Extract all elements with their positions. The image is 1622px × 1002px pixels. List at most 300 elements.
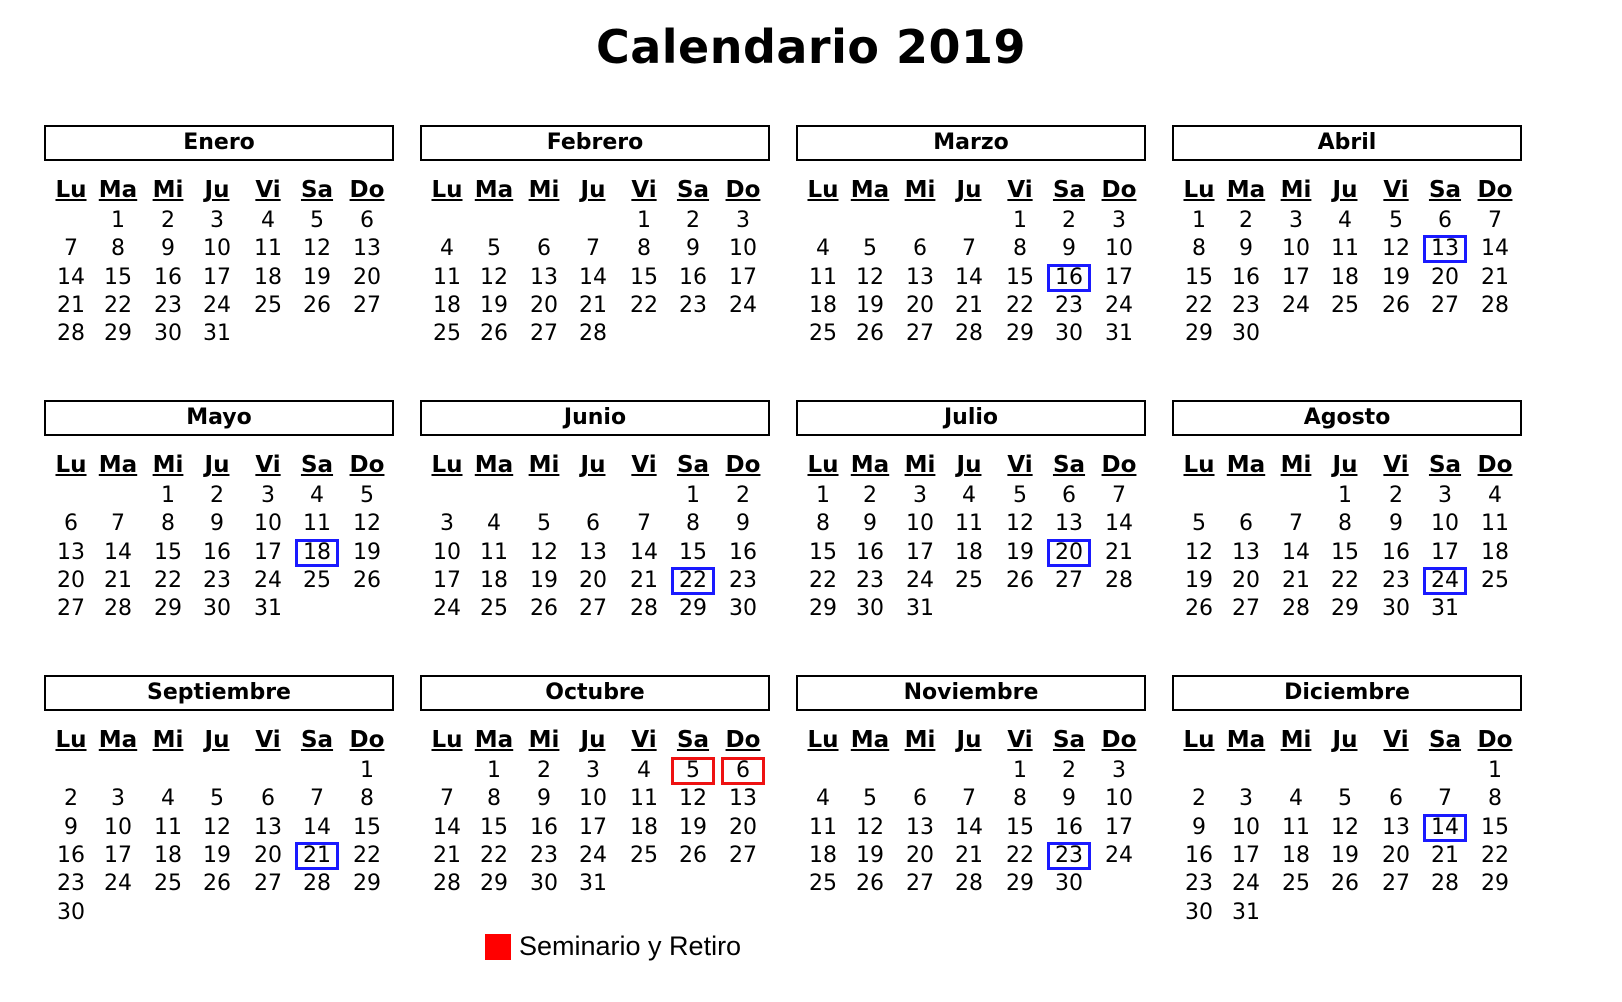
day-cell: 20: [353, 264, 381, 290]
day-cell: 30: [530, 871, 558, 897]
month-febrero: [420, 125, 770, 347]
day-cell: 26: [856, 871, 884, 897]
day-cell: 2: [1389, 483, 1403, 508]
day-cell: 13: [1382, 814, 1410, 840]
day-cell: 20: [1232, 567, 1260, 593]
day-cell: 14: [57, 264, 85, 290]
weekday-label: Vi: [255, 452, 281, 478]
day-cell: 23: [729, 567, 757, 593]
day-cell: 6: [1062, 483, 1076, 508]
day-cell: 3: [261, 483, 275, 508]
weekday-row: [420, 450, 770, 480]
day-cell: 11: [1481, 511, 1509, 537]
day-cell: 30: [57, 899, 85, 925]
day-cell: 5: [671, 757, 715, 785]
day-cell: 4: [962, 483, 976, 508]
day-cell: 11: [1331, 236, 1359, 262]
day-cell: 23: [1047, 842, 1091, 870]
day-cell: 30: [729, 596, 757, 622]
day-cell: 5: [1013, 483, 1027, 508]
page-title: Calendario 2019: [595, 20, 1027, 74]
day-cell: 24: [203, 292, 231, 318]
legend-label: Seminario y Retiro: [519, 931, 742, 961]
month-header: Febrero: [420, 125, 770, 161]
day-cell: 31: [579, 871, 607, 897]
day-cell: 28: [433, 871, 461, 897]
weekday-label: Vi: [1007, 452, 1033, 478]
day-cell: 20: [530, 292, 558, 318]
month-header: Junio: [420, 400, 770, 436]
weekday-label: Ma: [474, 177, 514, 203]
day-cell: 26: [1331, 871, 1359, 897]
weekday-label: Sa: [1428, 727, 1462, 753]
day-cell: 22: [104, 292, 132, 318]
weekday-label: Do: [725, 177, 761, 203]
weekday-label: Mi: [904, 177, 936, 203]
day-cell: 2: [736, 483, 750, 508]
day-cell: 19: [679, 814, 707, 840]
day-cell: 16: [530, 814, 558, 840]
day-cell: 25: [809, 321, 837, 347]
day-cell: 7: [111, 511, 125, 537]
day-cell: 12: [303, 236, 331, 262]
weekday-label: Vi: [1007, 727, 1033, 753]
day-cell: 28: [1282, 596, 1310, 622]
weekday-label: Sa: [1052, 177, 1086, 203]
day-cell: 12: [1006, 511, 1034, 537]
day-cell: 22: [154, 567, 182, 593]
weekday-label: Sa: [1052, 452, 1086, 478]
day-cell: 30: [203, 596, 231, 622]
day-cell: 1: [111, 208, 125, 233]
weekday-label: Do: [1101, 452, 1137, 478]
day-cell: 26: [1382, 292, 1410, 318]
day-cell: 25: [1481, 567, 1509, 593]
weekday-label: Ju: [580, 727, 606, 753]
day-cell: 13: [57, 539, 85, 565]
day-cell: 28: [579, 321, 607, 347]
weekday-label: Do: [1477, 452, 1513, 478]
day-grid: [420, 482, 770, 652]
day-cell: 8: [487, 786, 501, 812]
day-cell: 7: [1112, 483, 1126, 508]
day-cell: 11: [433, 264, 461, 290]
day-cell: 6: [261, 786, 275, 812]
day-cell: 27: [530, 321, 558, 347]
day-cell: 25: [303, 567, 331, 593]
month-header: Diciembre: [1172, 675, 1522, 711]
weekday-label: Sa: [1052, 727, 1086, 753]
day-cell: 19: [530, 567, 558, 593]
day-cell: 3: [1239, 786, 1253, 812]
day-cell: 8: [1192, 236, 1206, 262]
day-cell: 21: [1431, 842, 1459, 868]
day-cell: 16: [1055, 814, 1083, 840]
weekday-label: Do: [1101, 727, 1137, 753]
day-cell: 24: [1105, 842, 1133, 868]
day-cell: 12: [353, 511, 381, 537]
day-cell: 15: [630, 264, 658, 290]
month-mayo: [44, 400, 394, 622]
day-cell: 17: [906, 539, 934, 565]
day-cell: 17: [104, 842, 132, 868]
day-cell: 2: [1062, 208, 1076, 233]
weekday-row: [796, 725, 1146, 755]
day-cell: 6: [64, 511, 78, 537]
day-cell: 8: [816, 511, 830, 537]
day-cell: 26: [203, 871, 231, 897]
day-cell: 11: [1282, 814, 1310, 840]
weekday-label: Ju: [956, 452, 982, 478]
day-cell: 12: [203, 814, 231, 840]
day-cell: 17: [1431, 539, 1459, 565]
month-agosto: [1172, 400, 1522, 622]
weekday-label: Ma: [1226, 177, 1266, 203]
day-cell: 9: [537, 786, 551, 812]
day-cell: 31: [906, 596, 934, 622]
day-cell: 22: [1481, 842, 1509, 868]
day-cell: 4: [637, 758, 651, 783]
day-cell: 22: [1006, 292, 1034, 318]
day-cell: 18: [295, 539, 339, 567]
day-cell: 30: [1382, 596, 1410, 622]
day-cell: 29: [1006, 871, 1034, 897]
day-cell: 31: [1105, 321, 1133, 347]
day-cell: 27: [1055, 567, 1083, 593]
day-cell: 26: [1006, 567, 1034, 593]
day-cell: 22: [1331, 567, 1359, 593]
day-cell: 17: [1105, 264, 1133, 290]
day-cell: 15: [1481, 814, 1509, 840]
day-cell: 10: [1282, 236, 1310, 262]
weekday-label: Vi: [631, 452, 657, 478]
day-cell: 4: [261, 208, 275, 233]
day-cell: 24: [1232, 871, 1260, 897]
day-cell: 19: [856, 292, 884, 318]
month-header: Abril: [1172, 125, 1522, 161]
day-cell: 14: [104, 539, 132, 565]
day-cell: 3: [210, 208, 224, 233]
weekday-row: [44, 725, 394, 755]
weekday-label: Ju: [580, 177, 606, 203]
day-cell: 1: [1192, 208, 1206, 233]
weekday-row: [796, 450, 1146, 480]
day-cell: 16: [679, 264, 707, 290]
month-marzo: [796, 125, 1146, 347]
month-diciembre: [1172, 675, 1522, 925]
day-cell: 29: [353, 871, 381, 897]
day-cell: 10: [579, 786, 607, 812]
day-cell: 8: [637, 236, 651, 262]
weekday-label: Lu: [807, 177, 839, 203]
day-cell: 14: [579, 264, 607, 290]
day-cell: 9: [863, 511, 877, 537]
weekday-label: Ju: [1332, 727, 1358, 753]
day-cell: 13: [906, 814, 934, 840]
day-cell: 29: [104, 321, 132, 347]
day-cell: 1: [686, 483, 700, 508]
day-cell: 11: [955, 511, 983, 537]
day-cell: 2: [1062, 758, 1076, 783]
day-cell: 13: [353, 236, 381, 262]
day-cell: 28: [955, 871, 983, 897]
weekday-row: [796, 175, 1146, 205]
day-cell: 28: [1431, 871, 1459, 897]
day-cell: 20: [906, 292, 934, 318]
day-cell: 18: [630, 814, 658, 840]
day-cell: 30: [154, 321, 182, 347]
day-cell: 3: [1289, 208, 1303, 233]
weekday-label: Vi: [1383, 177, 1409, 203]
day-cell: 21: [57, 292, 85, 318]
weekday-label: Mi: [904, 452, 936, 478]
weekday-label: Sa: [676, 727, 710, 753]
day-cell: 5: [360, 483, 374, 508]
day-cell: 20: [254, 842, 282, 868]
weekday-label: Ma: [850, 452, 890, 478]
day-cell: 23: [1382, 567, 1410, 593]
day-cell: 14: [1423, 814, 1467, 842]
day-cell: 27: [1382, 871, 1410, 897]
day-cell: 8: [686, 511, 700, 537]
weekday-label: Do: [349, 727, 385, 753]
day-cell: 17: [203, 264, 231, 290]
day-cell: 15: [353, 814, 381, 840]
day-cell: 4: [816, 786, 830, 812]
weekday-label: Lu: [431, 452, 463, 478]
day-grid: [420, 757, 770, 927]
day-cell: 29: [1185, 321, 1213, 347]
day-cell: 5: [1338, 786, 1352, 812]
weekday-label: Ma: [98, 177, 138, 203]
day-cell: 8: [161, 511, 175, 537]
day-cell: 27: [254, 871, 282, 897]
day-cell: 14: [303, 814, 331, 840]
day-cell: 31: [1431, 596, 1459, 622]
day-cell: 20: [729, 814, 757, 840]
day-cell: 29: [809, 596, 837, 622]
day-cell: 11: [480, 539, 508, 565]
day-cell: 22: [1185, 292, 1213, 318]
day-cell: 20: [57, 567, 85, 593]
day-grid: [44, 207, 394, 377]
day-cell: 10: [1431, 511, 1459, 537]
day-cell: 11: [809, 264, 837, 290]
day-cell: 3: [1438, 483, 1452, 508]
day-cell: 28: [57, 321, 85, 347]
day-cell: 31: [254, 596, 282, 622]
day-cell: 1: [637, 208, 651, 233]
day-grid: [44, 757, 394, 927]
day-cell: 23: [679, 292, 707, 318]
day-cell: 5: [863, 786, 877, 812]
month-abril: [1172, 125, 1522, 347]
day-cell: 27: [353, 292, 381, 318]
day-cell: 23: [57, 871, 85, 897]
day-cell: 20: [579, 567, 607, 593]
day-cell: 9: [736, 511, 750, 537]
day-cell: 15: [809, 539, 837, 565]
day-cell: 29: [154, 596, 182, 622]
day-grid: [796, 207, 1146, 377]
day-cell: 3: [440, 511, 454, 537]
day-cell: 19: [1006, 539, 1034, 565]
day-cell: 16: [154, 264, 182, 290]
weekday-label: Ju: [204, 727, 230, 753]
weekday-label: Mi: [152, 452, 184, 478]
weekday-label: Sa: [300, 177, 334, 203]
day-cell: 10: [433, 539, 461, 565]
day-cell: 29: [1006, 321, 1034, 347]
day-cell: 6: [1239, 511, 1253, 537]
day-cell: 7: [962, 786, 976, 812]
day-grid: [1172, 207, 1522, 377]
weekday-label: Ma: [850, 727, 890, 753]
day-cell: 16: [57, 842, 85, 868]
day-cell: 25: [254, 292, 282, 318]
day-cell: 28: [104, 596, 132, 622]
day-cell: 3: [913, 483, 927, 508]
month-header: Enero: [44, 125, 394, 161]
weekday-label: Ju: [204, 177, 230, 203]
day-cell: 16: [1382, 539, 1410, 565]
day-cell: 13: [1055, 511, 1083, 537]
day-cell: 29: [679, 596, 707, 622]
day-cell: 12: [856, 814, 884, 840]
day-cell: 6: [913, 786, 927, 812]
day-cell: 3: [1112, 208, 1126, 233]
weekday-row: [420, 725, 770, 755]
day-cell: 13: [530, 264, 558, 290]
day-cell: 2: [161, 208, 175, 233]
month-julio: [796, 400, 1146, 622]
day-grid: [420, 207, 770, 377]
day-cell: 25: [433, 321, 461, 347]
day-cell: 2: [1192, 786, 1206, 812]
day-cell: 16: [1185, 842, 1213, 868]
day-cell: 27: [1232, 596, 1260, 622]
weekday-label: Lu: [55, 727, 87, 753]
day-cell: 2: [863, 483, 877, 508]
month-header: Mayo: [44, 400, 394, 436]
day-cell: 6: [360, 208, 374, 233]
weekday-label: Vi: [631, 727, 657, 753]
day-cell: 18: [1331, 264, 1359, 290]
day-cell: 23: [1055, 292, 1083, 318]
weekday-label: Mi: [1280, 452, 1312, 478]
day-cell: 3: [586, 758, 600, 783]
day-cell: 8: [1338, 511, 1352, 537]
legend-swatch: [485, 934, 511, 960]
day-cell: 6: [1389, 786, 1403, 812]
weekday-label: Mi: [152, 177, 184, 203]
day-cell: 9: [64, 814, 78, 840]
day-cell: 10: [906, 511, 934, 537]
weekday-label: Sa: [676, 177, 710, 203]
weekday-label: Vi: [1383, 452, 1409, 478]
day-cell: 5: [310, 208, 324, 233]
weekday-label: Do: [725, 452, 761, 478]
day-cell: 14: [433, 814, 461, 840]
day-cell: 14: [1105, 511, 1133, 537]
weekday-label: Mi: [1280, 727, 1312, 753]
day-cell: 22: [480, 842, 508, 868]
day-cell: 16: [856, 539, 884, 565]
weekday-label: Lu: [807, 727, 839, 753]
day-cell: 20: [1431, 264, 1459, 290]
day-cell: 24: [1423, 567, 1467, 595]
day-cell: 21: [1282, 567, 1310, 593]
day-cell: 7: [1488, 208, 1502, 233]
day-cell: 8: [111, 236, 125, 262]
day-grid: [44, 482, 394, 652]
day-cell: 19: [1185, 567, 1213, 593]
day-cell: 8: [1013, 786, 1027, 812]
day-cell: 6: [1438, 208, 1452, 233]
weekday-label: Ju: [580, 452, 606, 478]
day-cell: 2: [686, 208, 700, 233]
weekday-label: Ma: [98, 452, 138, 478]
day-cell: 9: [210, 511, 224, 537]
day-cell: 24: [1105, 292, 1133, 318]
day-cell: 12: [1331, 814, 1359, 840]
day-cell: 1: [1338, 483, 1352, 508]
day-cell: 10: [254, 511, 282, 537]
day-cell: 26: [856, 321, 884, 347]
day-cell: 4: [1289, 786, 1303, 812]
day-cell: 17: [579, 814, 607, 840]
weekday-row: [1172, 450, 1522, 480]
day-cell: 18: [1282, 842, 1310, 868]
day-cell: 9: [161, 236, 175, 262]
weekday-label: Ju: [204, 452, 230, 478]
day-cell: 5: [1389, 208, 1403, 233]
day-cell: 23: [856, 567, 884, 593]
day-cell: 22: [353, 842, 381, 868]
day-cell: 7: [440, 786, 454, 812]
day-cell: 16: [203, 539, 231, 565]
day-cell: 18: [480, 567, 508, 593]
weekday-row: [1172, 175, 1522, 205]
weekday-label: Vi: [631, 177, 657, 203]
day-cell: 26: [480, 321, 508, 347]
day-cell: 24: [433, 596, 461, 622]
day-cell: 18: [433, 292, 461, 318]
day-cell: 4: [1488, 483, 1502, 508]
day-cell: 19: [353, 539, 381, 565]
weekday-label: Sa: [300, 452, 334, 478]
day-cell: 21: [104, 567, 132, 593]
day-cell: 4: [816, 236, 830, 262]
day-cell: 7: [962, 236, 976, 262]
weekday-label: Lu: [1183, 452, 1215, 478]
weekday-label: Lu: [55, 177, 87, 203]
day-cell: 25: [154, 871, 182, 897]
day-cell: 29: [1331, 596, 1359, 622]
day-cell: 15: [1006, 814, 1034, 840]
day-cell: 8: [1013, 236, 1027, 262]
day-cell: 8: [1488, 786, 1502, 812]
day-cell: 2: [537, 758, 551, 783]
weekday-label: Lu: [431, 177, 463, 203]
day-cell: 12: [679, 786, 707, 812]
day-cell: 25: [1282, 871, 1310, 897]
day-cell: 21: [433, 842, 461, 868]
weekday-label: Ju: [1332, 452, 1358, 478]
day-cell: 17: [433, 567, 461, 593]
weekday-label: Ma: [1226, 727, 1266, 753]
day-cell: 31: [203, 321, 231, 347]
